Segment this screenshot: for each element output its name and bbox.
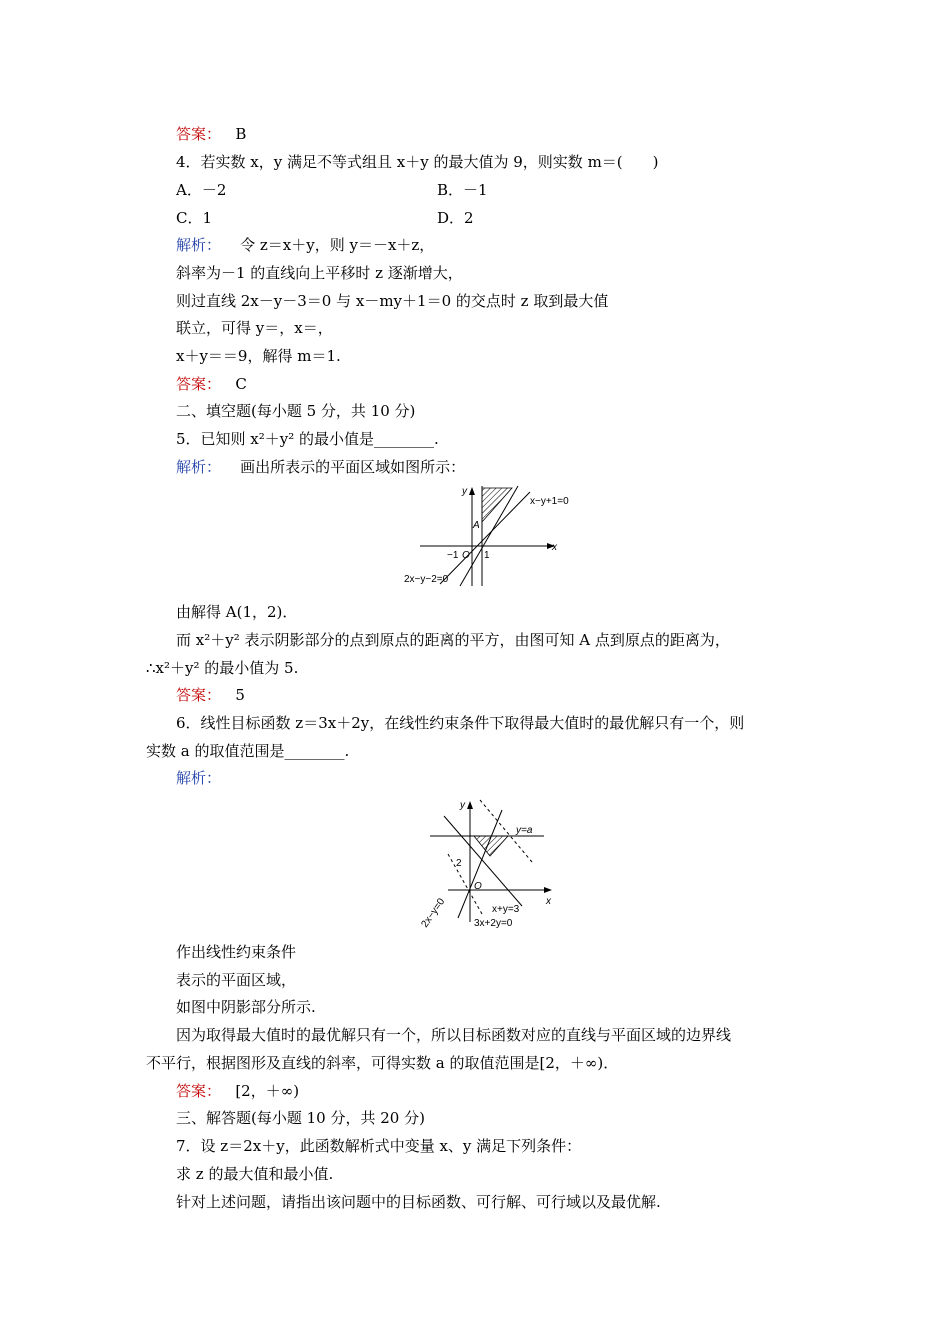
analysis-label <box>176 768 221 788</box>
answer-line <box>176 374 247 394</box>
analysis-label: 解析： <box>176 458 222 476</box>
point-a-label: A <box>473 520 480 531</box>
tick-1: 1 <box>484 550 490 561</box>
analysis-text: 联立，可得 y＝，x＝， <box>176 319 333 337</box>
analysis-text: 令 z＝x＋y，则 y＝－x＋z， <box>240 236 435 254</box>
question-6: 6．线性目标函数 z＝3x＋2y，在线性约束条件下取得最大值时的最优解只有一个，则 <box>176 714 745 732</box>
analysis-label: 解析： <box>176 236 222 254</box>
answer-line <box>176 124 246 144</box>
answer-value: 5 <box>235 686 245 704</box>
section-heading: 二、填空题(每小题 5 分，共 10 分) <box>176 402 416 420</box>
y-label: y <box>460 800 465 811</box>
analysis-text: ∴x²＋y² 的最小值为 5. <box>146 659 299 677</box>
answer-label: 答案： <box>176 125 222 143</box>
analysis-text: 而 x²＋y² 表示阴影部分的点到原点的距离的平方，由图可知 A 点到原点的距离为， <box>176 631 730 649</box>
analysis-label-text: 解析： <box>176 769 222 787</box>
y-label: y <box>462 486 467 497</box>
analysis-text: 画出所表示的平面区域如图所示： <box>240 458 466 476</box>
x-label: x <box>546 896 551 907</box>
region-figure-1 <box>400 482 570 592</box>
x-label: x <box>552 542 557 553</box>
section-heading: 三、解答题(每小题 10 分，共 20 分) <box>176 1109 425 1127</box>
analysis-text: 如图中阴影部分所示. <box>176 998 316 1016</box>
answer-label: 答案： <box>176 686 222 704</box>
analysis-line <box>176 457 465 477</box>
analysis-text: 作出线性约束条件 <box>176 943 297 961</box>
analysis-text: 由解得 A(1，2)． <box>176 603 298 621</box>
question-7-cont: 针对上述问题，请指出该问题中的目标函数、可行解、可行域以及最优解. <box>176 1193 661 1211</box>
origin-label: O <box>462 550 470 561</box>
analysis-text: 因为取得最大值时的最优解只有一个，所以目标函数对应的直线与平面区域的边界线 <box>176 1026 732 1044</box>
answer-value: C <box>235 375 247 393</box>
shaded-region <box>474 836 508 856</box>
line-label-2xy: 2x−y=0 <box>419 896 448 930</box>
analysis-text: 表示的平面区域， <box>176 971 297 989</box>
y-axis-arrow <box>467 801 473 809</box>
line-2x-y-0 <box>458 810 502 918</box>
analysis-text: x＋y＝＝9，解得 m＝1. <box>176 347 341 365</box>
answer-label: 答案： <box>176 1082 222 1100</box>
option-a: A．－2 <box>176 181 227 199</box>
question-7-cont: 求 z 的最大值和最小值. <box>176 1165 334 1183</box>
origin-label: O <box>474 881 482 892</box>
tick-2: 2 <box>456 858 462 869</box>
question-6-cont: 实数 a 的取值范围是________. <box>146 742 350 760</box>
y-axis-arrow <box>469 487 475 495</box>
line-label-xy3: x+y=3 <box>492 904 520 915</box>
line-label-2: 2x−y−2=0 <box>404 574 449 585</box>
analysis-text: 则过直线 2x－y－3＝0 与 x－my＋1＝0 的交点时 z 取到最大值 <box>176 292 609 310</box>
tick-neg1: −1 <box>447 550 459 561</box>
answer-value: [2，＋∞) <box>235 1082 300 1100</box>
analysis-text: 斜率为－1 的直线向上平移时 z 逐渐增大， <box>176 264 463 282</box>
region-figure-2 <box>418 796 568 932</box>
answer-line <box>176 1081 299 1101</box>
answer-label: 答案： <box>176 375 222 393</box>
analysis-text: 不平行，根据图形及直线的斜率，可得实数 a 的取值范围是[2，＋∞)． <box>146 1054 619 1072</box>
question-4: 4．若实数 x，y 满足不等式组且 x＋y 的最大值为 9，则实数 m＝( ) <box>176 153 659 171</box>
question-7: 7．设 z＝2x＋y，此函数解析式中变量 x、y 满足下列条件： <box>176 1137 582 1155</box>
question-5: 5．已知则 x²＋y² 的最小值是________. <box>176 430 439 448</box>
answer-line <box>176 685 245 705</box>
line-label-3x2y: 3x+2y=0 <box>474 918 513 929</box>
analysis-line <box>176 235 434 255</box>
option-c: C．1 <box>176 209 213 227</box>
line-label-ya: y=a <box>516 825 533 836</box>
option-d: D．2 <box>437 209 474 227</box>
line-label-1: x−y+1=0 <box>530 496 569 507</box>
answer-value: B <box>235 125 247 143</box>
option-b: B．－1 <box>437 181 488 199</box>
x-axis-arrow <box>544 887 552 893</box>
